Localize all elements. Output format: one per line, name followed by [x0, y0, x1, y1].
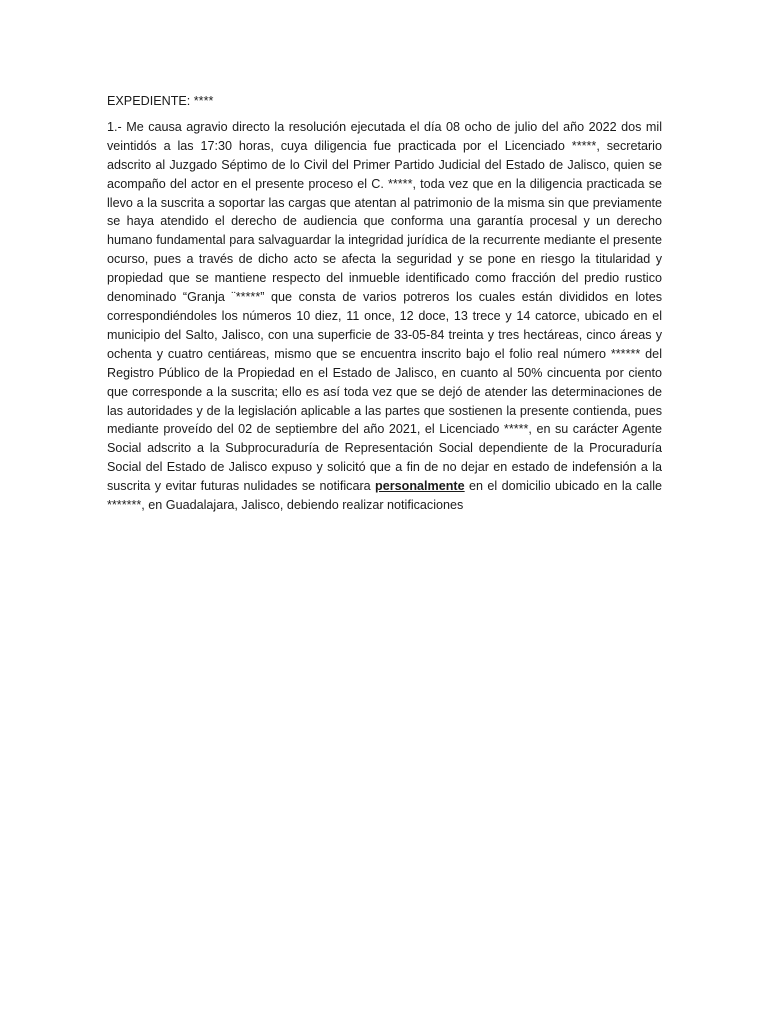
paragraph-text-before: 1.- Me causa agravio directo la resolución ejecutada el día 08 ocho de julio del año 2022 dos mil veintidós a las 17:30 horas, cuya diligencia fue practicada por el Licenciado *****, secretario adscrito al Juzgado Séptimo de lo Civil del Primer Partido Judicial del Estado de Jalisco, quien se acompaño del actor en el presente proceso el C. *****, toda vez que en la diligencia practicada se llevo a la suscrita a soportar las cargas que atentan al patrimonio de la misma sin que previamente se haya atendido el derecho de audiencia que conforma una garantía procesal y un derecho humano fundamental para salvaguardar la integridad jurídica de la recurrente mediante el presente ocurso, pues a través de dicho acto se afecta la seguridad y se pone en riesgo la titularidad y propiedad que se mantiene respecto del inmueble identificado como fracción del predio rustico denominado “Granja ¨*****” que consta de varios potreros los cuales están divididos en lotes correspondiéndoles los números 10 diez, 11 once, 12 doce, 13 trece y 14 catorce, ubicado en el municipio del Salto, Jalisco, con una superficie de 33-05-84 treinta y tres hectáreas, cinco áreas y ochenta y cuatro centiáreas, mismo que se encuentra inscrito bajo el folio real número ****** del Registro Público de la Propiedad en el Estado de Jalisco, en cuanto al 50% cincuenta por ciento que corresponde a la suscrita; ello es así toda vez que se dejó de atender las determinaciones de las autoridades y de la legislación aplicable a las partes que sostienen la presente contienda, pues mediante proveído del 02 de septiembre del año 2021, el Licenciado *****, en su carácter Agente Social adscrito a la Subprocuraduría de Representación Social dependiente de la Procuraduría Social del Estado de Jalisco expuso y solicitó que a fin de no dejar en estado de indefensión a la suscrita y evitar futuras nulidades se notificara [107, 119, 662, 494]
emphasized-word: personalmente [375, 479, 465, 494]
case-file-heading: EXPEDIENTE: **** [107, 94, 214, 108]
grievance-paragraph [107, 118, 662, 515]
document-body [107, 92, 662, 515]
paragraph-text-after: en el domicilio ubicado en la calle *******, en Guadalajara, Jalisco, debiendo realizar notificaciones [107, 479, 663, 513]
